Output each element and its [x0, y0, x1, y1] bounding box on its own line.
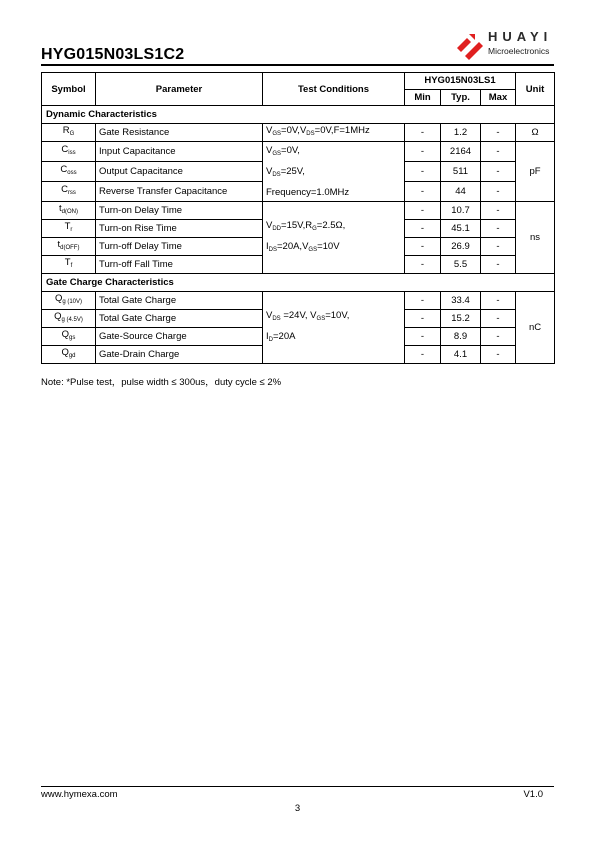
parameter-cell: Turn-on Rise Time	[96, 220, 263, 238]
symbol-cell: $T_f$	[42, 256, 96, 274]
condition-cell: $V_{GS}=0V,V_{DS}=0V,F=1MHz$	[263, 124, 405, 142]
section-dynamic: Dynamic Characteristics	[42, 106, 555, 124]
symbol-cell: $T_r$	[42, 220, 96, 238]
logo-sub-text: Microelectronics	[488, 46, 550, 56]
header-min: Min	[405, 89, 441, 106]
min-cell: -	[405, 292, 441, 310]
symbol-cell: $Q_{g (10V)}$	[42, 292, 96, 310]
parameter-cell: Reverse Transfer Capacitance	[96, 182, 263, 202]
symbol-cell: $R_G$	[42, 124, 96, 142]
max-cell: -	[481, 328, 516, 346]
company-logo	[455, 28, 565, 64]
min-cell: -	[405, 142, 441, 162]
parameter-cell: Turn-off Delay Time	[96, 238, 263, 256]
min-cell: -	[405, 202, 441, 220]
header-max: Max	[481, 89, 516, 106]
max-cell: -	[481, 346, 516, 364]
max-cell: -	[481, 220, 516, 238]
footer-rule	[41, 786, 554, 787]
min-cell: -	[405, 220, 441, 238]
logo-brand-text: HUAYI	[488, 29, 553, 44]
symbol-cell: $C_{oss}$	[42, 162, 96, 182]
typ-cell: 1.2	[441, 124, 481, 142]
parameter-cell: Output Capacitance	[96, 162, 263, 182]
min-cell: -	[405, 310, 441, 328]
min-cell: -	[405, 346, 441, 364]
max-cell: -	[481, 124, 516, 142]
max-cell: -	[481, 256, 516, 274]
typ-cell: 5.5	[441, 256, 481, 274]
symbol-cell: $t_{d(ON)}$	[42, 202, 96, 220]
footer-url: www.hymexa.com	[41, 789, 118, 800]
header-parameter: Parameter	[96, 73, 263, 106]
header-typ: Typ.	[441, 89, 481, 106]
parameter-cell: Input Capacitance	[96, 142, 263, 162]
unit-cell: Ω	[516, 124, 555, 142]
pulse-test-note: Note: *Pulse test，pulse width ≤ 300us，duty cycle ≤ 2%	[41, 377, 282, 388]
symbol-cell: $Q_{gs}$	[42, 328, 96, 346]
max-cell: -	[481, 142, 516, 162]
typ-cell: 2164	[441, 142, 481, 162]
table-row	[42, 202, 555, 220]
footer-version: V1.0	[523, 789, 543, 800]
parameter-cell: Gate Resistance	[96, 124, 263, 142]
max-cell: -	[481, 182, 516, 202]
max-cell: -	[481, 238, 516, 256]
typ-cell: 26.9	[441, 238, 481, 256]
typ-cell: 44	[441, 182, 481, 202]
typ-cell: 10.7	[441, 202, 481, 220]
symbol-cell: $t_{d(OFF)}$	[42, 238, 96, 256]
header-device: HYG015N03LS1	[405, 73, 516, 90]
symbol-cell: $C_{iss}$	[42, 142, 96, 162]
condition-cell: $V_{DS} =24V$, $V_{GS}=10V$, $I_D=20A$	[263, 292, 405, 364]
table-row	[42, 292, 555, 310]
header-symbol: Symbol	[42, 73, 96, 106]
min-cell: -	[405, 256, 441, 274]
parameter-cell: Turn-off Fall Time	[96, 256, 263, 274]
table-row	[42, 124, 555, 142]
symbol-cell: $Q_{gd}$	[42, 346, 96, 364]
page-number: 3	[294, 803, 301, 814]
typ-cell: 45.1	[441, 220, 481, 238]
parameter-cell: Turn-on Delay Time	[96, 202, 263, 220]
min-cell: -	[405, 328, 441, 346]
condition-cell: $V_{GS}=0V$, $V_{DS}=25V$, Frequency=1.0MHz	[263, 142, 405, 202]
min-cell: -	[405, 162, 441, 182]
unit-cell: nC	[516, 292, 555, 364]
max-cell: -	[481, 310, 516, 328]
max-cell: -	[481, 162, 516, 182]
section-gate-charge: Gate Charge Characteristics	[42, 274, 555, 292]
logo-mark-icon	[455, 30, 487, 60]
max-cell: -	[481, 202, 516, 220]
table-row	[42, 142, 555, 162]
min-cell: -	[405, 182, 441, 202]
parameter-cell: Total Gate Charge	[96, 292, 263, 310]
typ-cell: 511	[441, 162, 481, 182]
symbol-cell: $C_{rss}$	[42, 182, 96, 202]
min-cell: -	[405, 124, 441, 142]
unit-cell: pF	[516, 142, 555, 202]
part-number-title: HYG015N03LS1C2	[41, 46, 185, 63]
parameter-cell: Total Gate Charge	[96, 310, 263, 328]
typ-cell: 33.4	[441, 292, 481, 310]
header-unit: Unit	[516, 73, 555, 106]
dynamic-characteristics-table	[41, 72, 555, 364]
header-test-conditions: Test Conditions	[263, 73, 405, 106]
parameter-cell: Gate-Drain Charge	[96, 346, 263, 364]
typ-cell: 15.2	[441, 310, 481, 328]
condition-cell: $V_{DD}=15V,R_G=2.5\Omega$, $I_{DS}=20A,V_{GS}=10V$	[263, 202, 405, 274]
max-cell: -	[481, 292, 516, 310]
parameter-cell: Gate-Source Charge	[96, 328, 263, 346]
min-cell: -	[405, 238, 441, 256]
unit-cell: ns	[516, 202, 555, 274]
header-rule	[41, 64, 554, 66]
symbol-cell: $Q_{g (4.5V)}$	[42, 310, 96, 328]
typ-cell: 4.1	[441, 346, 481, 364]
typ-cell: 8.9	[441, 328, 481, 346]
